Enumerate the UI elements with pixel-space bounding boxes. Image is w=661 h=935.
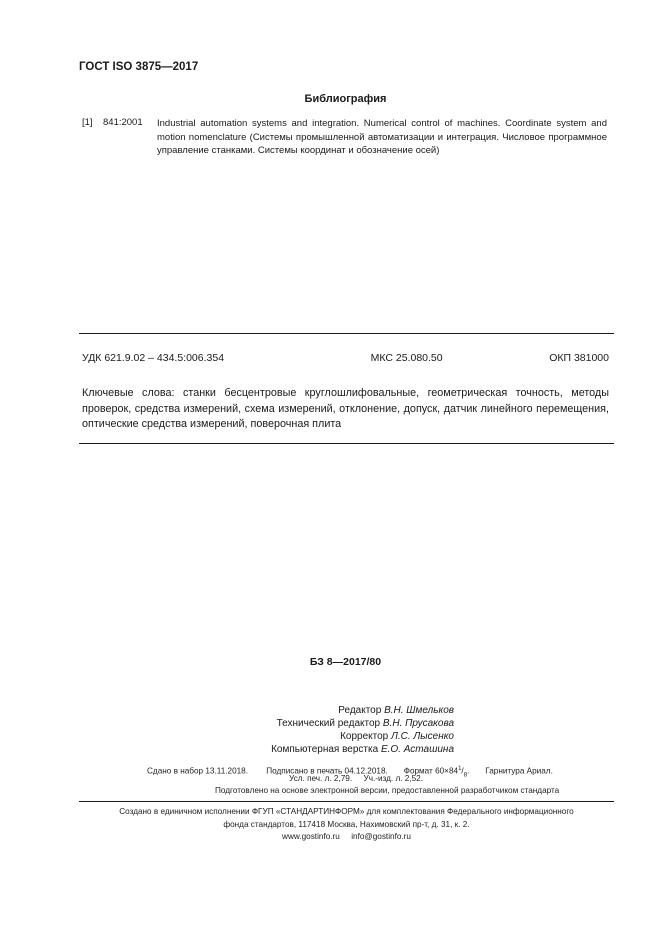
footer [79, 806, 614, 844]
credit-name: Л.С. Лысенко [391, 731, 454, 742]
credit-role: Редактор [338, 705, 382, 716]
publication-print-sheets: Усл. печ. л. 2,79. [289, 774, 353, 783]
credit-tech-editor [240, 717, 454, 730]
credit-role: Компьютерная верстка [271, 744, 379, 755]
classification-row [82, 352, 609, 364]
publication-prepared: Подготовлено на основе электронной версии, предоставленной разработчиком стандарта [215, 786, 560, 795]
footer-contacts [79, 831, 614, 844]
footer-email-link[interactable]: info@gostinfo.ru [351, 832, 411, 841]
publication-format-sub: 8 [463, 772, 468, 779]
mks-code: МКС 25.080.50 [370, 352, 443, 364]
bibliography-title: Библиография [304, 93, 387, 105]
publication-format-sup: 1 [458, 766, 462, 772]
keywords: Ключевые слова: станки бесцентровые круглошлифовальные, геометрическая точность, методы проверок, средства измерений, схема измерений, отклонение, допуск, датчик линейного перемещения, оптические средства измерений, поверочная плита [82, 387, 609, 430]
publication-signed: Подписано в печать 04.12.2018. [266, 766, 388, 776]
bz-code: БЗ 8—2017/80 [309, 656, 382, 668]
divider-middle [79, 443, 614, 444]
credit-name: В.Н. Шмельков [384, 705, 454, 716]
divider-top [79, 333, 614, 334]
okp-code: ОКП 381000 [549, 352, 609, 364]
credit-editor [240, 704, 454, 717]
bibliography-entry-code: 841:2001 [103, 117, 143, 128]
publication-pub-sheets: Уч.-изд. л. 2,52. [363, 774, 423, 783]
footer-line-2: фонда стандартов, 117418 Москва, Нахимовский пр-т, д. 31, к. 2. [223, 819, 470, 829]
credit-layout [240, 743, 454, 756]
bibliography-entry-number: [1] [82, 117, 93, 128]
bibliography-entry-text: Industrial automation systems and integration. Numerical control of machines. Coordinate system and motion nomenclature (Системы промышленной автоматизации и интеграция. Числовое программное управление станками. Системы координат и обозначение осей) [157, 118, 607, 156]
credit-name: Е.О. Асташина [380, 744, 454, 755]
credit-role: Технический редактор [276, 718, 381, 729]
credit-name: В.Н. Прусакова [382, 718, 454, 729]
divider-bottom [79, 801, 614, 802]
document-code: ГОСТ ISO 3875—2017 [79, 61, 199, 73]
publication-sent: Сдано в набор 13.11.2018. [147, 766, 249, 776]
publication-line-1: Сдано в набор 13.11.2018. Подписано в печать 04.12.2018. Формат $60\times 84^1/_8$. Гарнитура Ариал. [147, 766, 553, 779]
footer-line-1: Создано в единичном исполнении ФГУП «СТАНДАРТИНФОРМ» для комплектования Федерального информационного [119, 807, 574, 816]
credit-corrector [240, 730, 454, 743]
footer-site-link[interactable]: www.gostinfo.ru [282, 832, 340, 841]
publication-font: Гарнитура Ариал. [485, 766, 553, 776]
credit-role: Корректор [340, 731, 389, 742]
publication-format: Формат 60×84 [403, 766, 459, 776]
publication-line-2 [289, 773, 423, 786]
credits-block [240, 704, 454, 756]
udk-code: УДК 621.9.02 – 434.5:006.354 [82, 352, 225, 364]
